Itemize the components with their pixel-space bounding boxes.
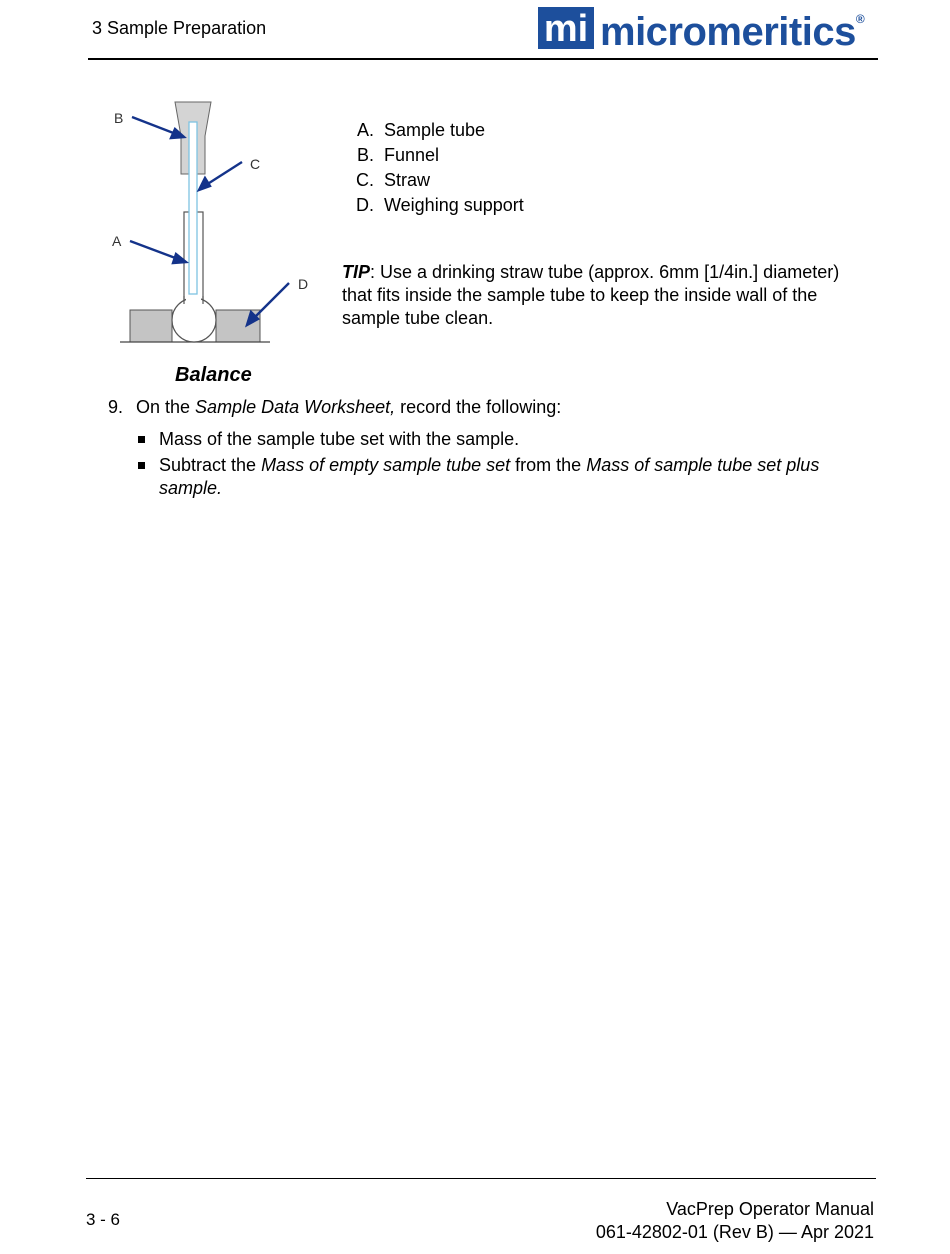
micromeritics-logo-mark xyxy=(538,7,594,49)
micromeritics-logo-text: micromeritics® xyxy=(600,10,865,54)
arrow-c xyxy=(206,162,242,185)
list-item: Mass of the sample tube set with the sample. xyxy=(136,428,856,451)
step-9-bullets xyxy=(136,428,856,503)
header-rule xyxy=(88,58,878,60)
list-item: Subtract the Mass of empty sample tube set from the Mass of sample tube set plus sample. xyxy=(136,454,856,500)
manual-title: VacPrep Operator Manual xyxy=(666,1199,874,1219)
footer-rule xyxy=(86,1178,876,1179)
legend-item: B. Funnel xyxy=(356,145,440,165)
legend-item: D. Weighing support xyxy=(356,195,524,215)
legend-item: A. Sample tube xyxy=(356,120,486,140)
bulb-neck-mask xyxy=(186,296,201,306)
step-9: 9. On the Sample Data Worksheet, record the following: xyxy=(108,397,562,417)
straw xyxy=(189,122,197,294)
arrow-c-head xyxy=(199,178,210,190)
label-a: A xyxy=(112,233,122,249)
logo-mark-text: mi xyxy=(543,8,589,49)
arrow-d xyxy=(254,283,289,318)
step-number: 9. xyxy=(108,397,124,417)
document-number: 061-42802-01 (Rev B) — Apr 2021 xyxy=(595,1222,874,1242)
bullet-square-icon xyxy=(138,462,145,469)
page-number: 3 - 6 xyxy=(86,1210,121,1229)
label-d: D xyxy=(298,276,309,292)
bullet-square-icon xyxy=(138,436,145,443)
label-b: B xyxy=(114,110,124,126)
figure-caption: Balance xyxy=(175,364,252,386)
arrow-b xyxy=(132,117,176,134)
tip-label: TIP xyxy=(342,262,371,282)
section-title: 3 Sample Preparation xyxy=(92,18,267,38)
tip-note xyxy=(342,261,862,330)
tip-text: : Use a drinking straw tube (approx. 6mm [1/4in.] diameter) that fits inside the sample tube to keep the inside wall of the sample tube clean. xyxy=(342,262,840,328)
figure-legend xyxy=(340,118,524,218)
sample-tube-diagram xyxy=(108,96,328,348)
arrow-a xyxy=(130,241,178,259)
weighing-support-left xyxy=(130,310,172,342)
worksheet-name: Sample Data Worksheet, xyxy=(195,397,396,417)
label-c: C xyxy=(250,156,261,172)
footer-manual-info xyxy=(596,1198,874,1244)
legend-item: C. Straw xyxy=(356,170,431,190)
